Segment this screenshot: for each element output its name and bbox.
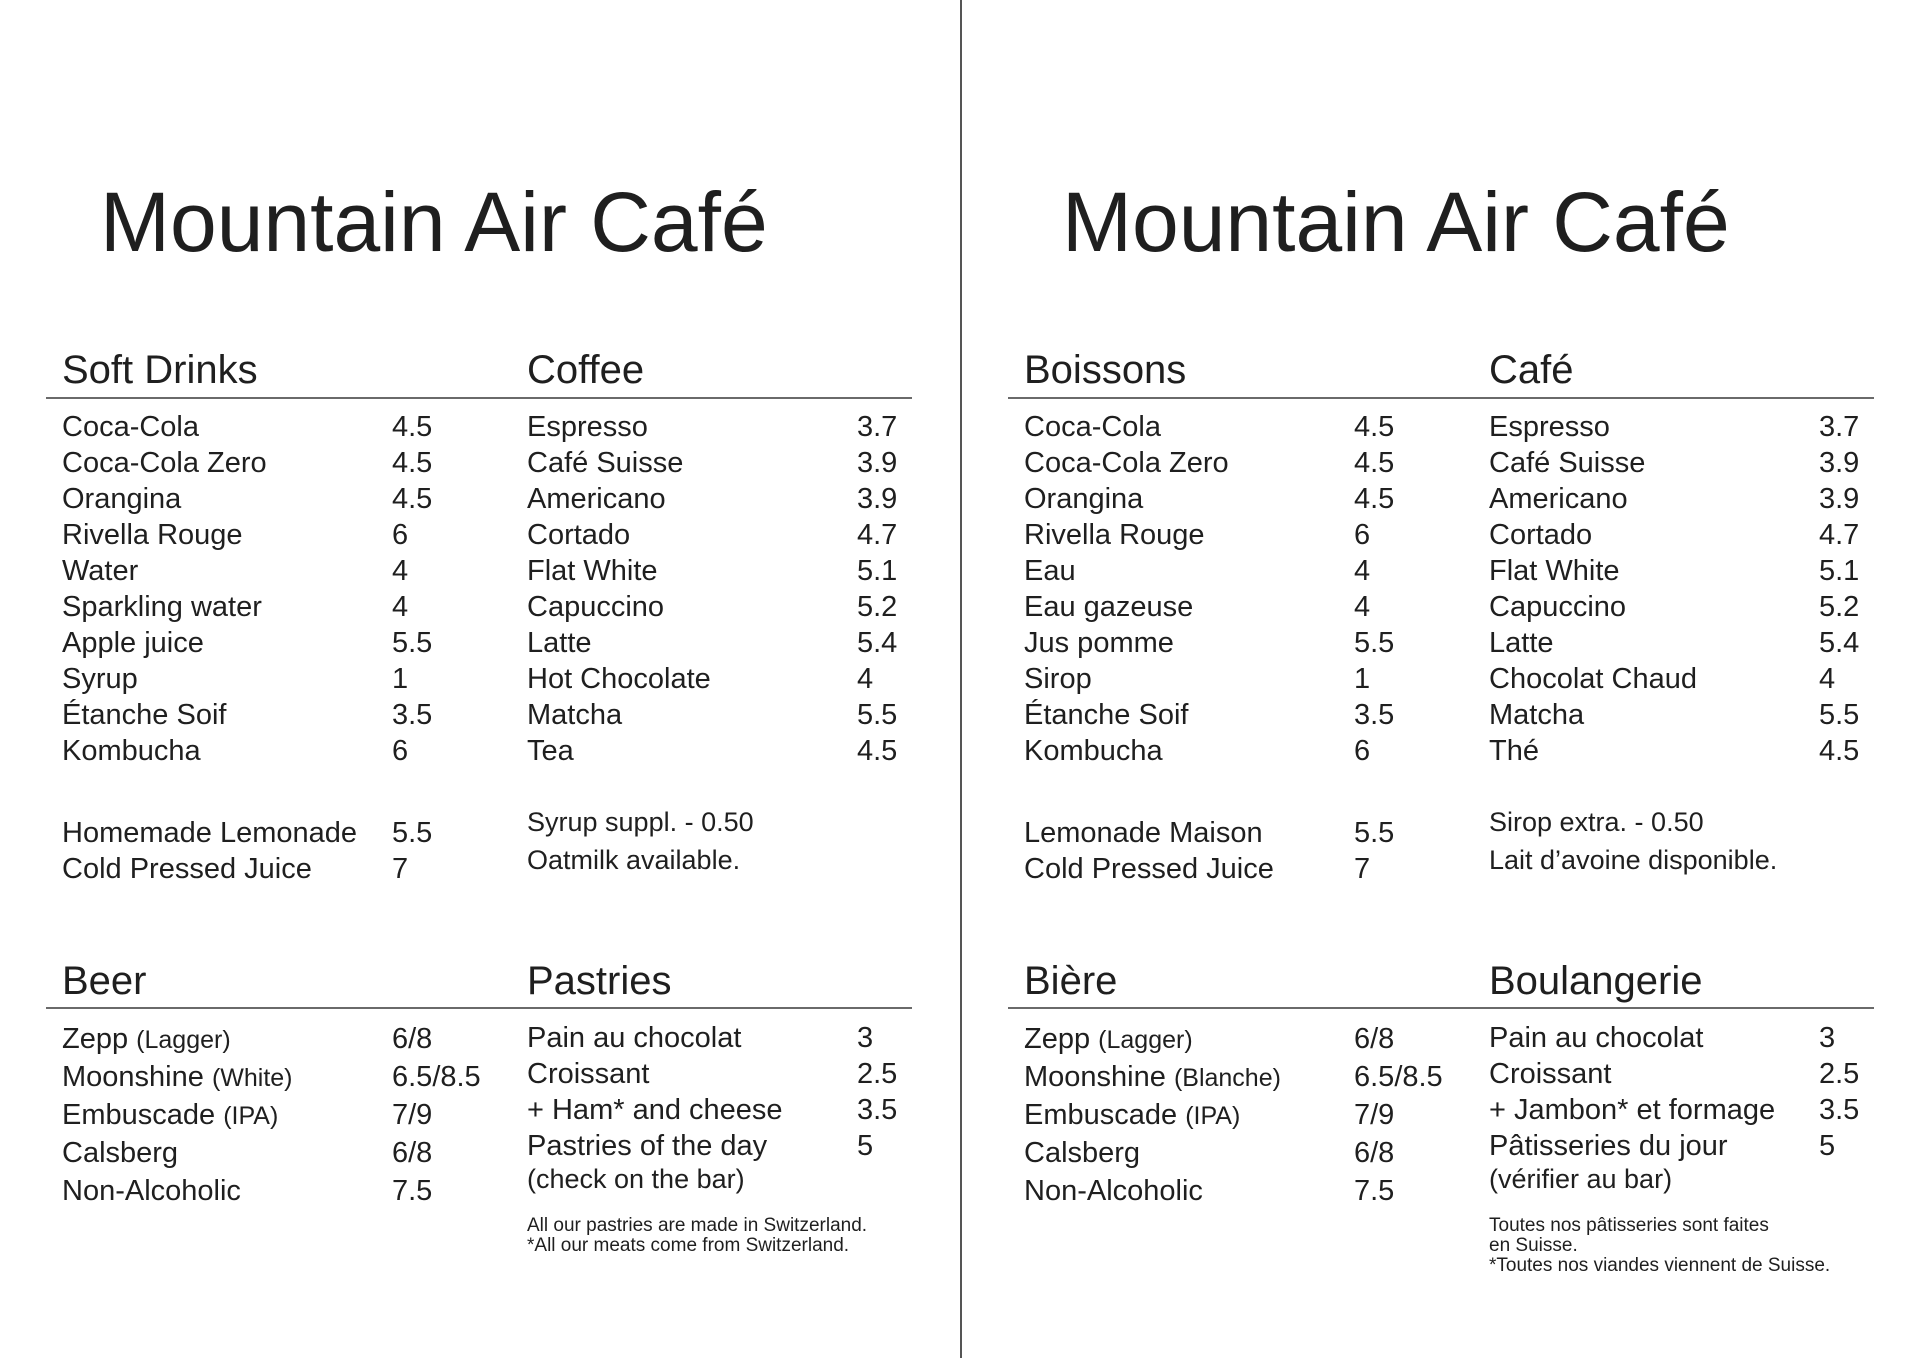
item-price: 3.5 <box>392 699 433 731</box>
item-price: 4.5 <box>1354 447 1395 479</box>
item-name: Moonshine <box>1024 1061 1166 1093</box>
item-price: 5.5 <box>1354 817 1395 849</box>
cafe-title: Mountain Air Café <box>100 175 768 269</box>
item-name: Flat White <box>527 555 658 587</box>
item-price: 1 <box>392 663 409 695</box>
item-name: + Jambon* et formage <box>1489 1094 1776 1126</box>
item-price: 6 <box>1354 519 1371 551</box>
item-name: Flat White <box>1489 555 1620 587</box>
menu-item <box>1024 851 1434 887</box>
item-price: 6/8 <box>1354 1023 1395 1055</box>
cafe-list <box>1489 409 1899 769</box>
item-name: Cold Pressed Juice <box>62 853 312 885</box>
syrup-note: Sirop extra. - 0.50 <box>1489 807 1704 837</box>
menu-page-french <box>962 0 1920 1358</box>
item-name: Hot Chocolate <box>527 663 711 695</box>
footnote: All our pastries are made in Switzerland. *All our meats come from Switzerland. <box>527 1215 868 1256</box>
menu-item <box>62 481 472 517</box>
item-price: 4.5 <box>1354 411 1395 443</box>
item-name: Pain au chocolat <box>1489 1022 1704 1054</box>
menu-item <box>1024 517 1434 553</box>
section-heading: Boulangerie <box>1489 959 1703 1003</box>
menu-item <box>1024 1096 1434 1134</box>
item-price: 3 <box>1819 1022 1836 1054</box>
item-price: 4.5 <box>392 447 433 479</box>
item-price: 3.5 <box>1354 699 1395 731</box>
boissons-extras <box>1024 815 1434 887</box>
boissons-section <box>1024 343 1434 887</box>
item-name: Calsberg <box>1024 1137 1141 1169</box>
item-price: 7/9 <box>392 1099 433 1131</box>
menu-item <box>527 661 937 697</box>
section-heading: Pastries <box>527 959 672 1003</box>
item-price: 3.9 <box>857 447 898 479</box>
item-price: 4 <box>1819 663 1836 695</box>
boulangerie-section <box>1489 954 1899 1276</box>
menu-item <box>1024 661 1434 697</box>
item-style: (Lagger) <box>136 1026 231 1054</box>
item-name: + Ham* and cheese <box>527 1094 783 1126</box>
menu-item <box>62 1172 472 1210</box>
coffee-notes <box>527 803 937 879</box>
item-name: Latte <box>1489 627 1554 659</box>
menu-item <box>1024 1058 1443 1096</box>
pastries-section <box>527 954 937 1256</box>
beer-list <box>62 1020 481 1210</box>
item-name: Étanche Soif <box>1024 699 1189 731</box>
menu-item <box>1489 661 1899 697</box>
item-price: 7 <box>392 853 409 885</box>
menu-item <box>1024 481 1434 517</box>
item-price: 6.5/8.5 <box>392 1061 481 1093</box>
item-price: 7 <box>1354 853 1371 885</box>
menu-item <box>62 589 472 625</box>
item-name: Eau gazeuse <box>1024 591 1194 623</box>
item-price: 4 <box>857 663 874 695</box>
item-style: (Lagger) <box>1098 1026 1193 1054</box>
menu-item <box>62 409 472 445</box>
menu-item <box>62 1096 472 1134</box>
menu-item <box>62 815 472 851</box>
menu-item <box>62 625 472 661</box>
menu-item <box>1489 625 1899 661</box>
item-name: Croissant <box>1489 1058 1612 1090</box>
item-name: Calsberg <box>62 1137 179 1169</box>
item-price: 3.9 <box>1819 447 1860 479</box>
boissons-list <box>1024 409 1434 769</box>
item-price: 4.5 <box>392 483 433 515</box>
item-name: Pâtisseries du jour <box>1489 1130 1728 1162</box>
section-heading: Soft Drinks <box>62 348 258 392</box>
item-name: Chocolat Chaud <box>1489 663 1697 695</box>
menu-item <box>1024 589 1434 625</box>
item-name: Sirop <box>1024 663 1092 695</box>
syrup-note: Syrup suppl. - 0.50 <box>527 807 754 837</box>
item-name: Americano <box>527 483 666 515</box>
coffee-section <box>527 343 937 879</box>
item-price: 6/8 <box>392 1137 433 1169</box>
item-name: Apple juice <box>62 627 204 659</box>
item-price: 6 <box>1354 735 1371 767</box>
menu-item <box>1024 553 1434 589</box>
biere-list <box>1024 1020 1443 1210</box>
cafe-section <box>1489 343 1899 879</box>
oatmilk-note: Lait d’avoine disponible. <box>1489 845 1778 875</box>
boulangerie-list <box>1489 1020 1899 1164</box>
menu-item <box>62 733 472 769</box>
item-name: Pastries of the day <box>527 1130 768 1162</box>
item-price: 3.9 <box>857 483 898 515</box>
item-name: Pain au chocolat <box>527 1022 742 1054</box>
menu-item <box>62 445 472 481</box>
menu-item <box>527 697 937 733</box>
item-name: Café Suisse <box>527 447 684 479</box>
item-price: 5.1 <box>857 555 898 587</box>
spacer <box>62 769 472 803</box>
item-price: 6 <box>392 519 409 551</box>
item-name: Coca-Cola <box>1024 411 1161 443</box>
menu-item <box>62 697 472 733</box>
item-name: Orangina <box>1024 483 1144 515</box>
cafe-notes <box>1489 803 1899 879</box>
menu-item <box>527 1092 937 1128</box>
item-name: Café Suisse <box>1489 447 1646 479</box>
item-name: Orangina <box>62 483 182 515</box>
menu-item <box>527 517 937 553</box>
item-name: Embuscade <box>1024 1099 1178 1131</box>
menu-item <box>1024 815 1434 851</box>
item-price: 4.5 <box>392 411 433 443</box>
item-price: 4.7 <box>857 519 898 551</box>
item-name: Water <box>62 555 139 587</box>
item-name: Syrup <box>62 663 138 695</box>
menu-item <box>1489 409 1899 445</box>
item-name: Embuscade <box>62 1099 216 1131</box>
item-price: 5.5 <box>1354 627 1395 659</box>
soft-drinks-section <box>62 343 472 887</box>
menu-item <box>62 1020 472 1058</box>
item-name: Lemonade Maison <box>1024 817 1263 849</box>
item-price: 6/8 <box>392 1023 433 1055</box>
section-heading: Beer <box>62 959 147 1003</box>
item-name: Coca-Cola <box>62 411 199 443</box>
menu-item <box>62 553 472 589</box>
item-name: Non-Alcoholic <box>1024 1175 1203 1207</box>
menu-item <box>1489 697 1899 733</box>
item-price: 5.5 <box>857 699 898 731</box>
beer-section <box>62 954 481 1210</box>
pastries-subnote: (check on the bar) <box>527 1164 745 1194</box>
item-price: 4.5 <box>857 735 898 767</box>
item-price: 3.5 <box>1819 1094 1860 1126</box>
item-name: Kombucha <box>1024 735 1163 767</box>
item-name: Moonshine <box>62 1061 204 1093</box>
pastries-list <box>527 1020 937 1164</box>
menu-item <box>1489 445 1899 481</box>
coffee-list <box>527 409 937 769</box>
item-price: 5.4 <box>1819 627 1860 659</box>
menu-item <box>527 409 937 445</box>
section-heading: Coffee <box>527 348 645 392</box>
item-name: Zepp <box>1024 1023 1091 1055</box>
menu-item <box>62 851 472 887</box>
menu-item <box>1489 517 1899 553</box>
menu-item <box>527 553 937 589</box>
menu-item <box>527 733 937 769</box>
item-price: 5.2 <box>857 591 898 623</box>
menu-item <box>1489 1092 1899 1128</box>
section-heading: Boissons <box>1024 348 1187 392</box>
item-price: 4.7 <box>1819 519 1860 551</box>
item-price: 1 <box>1354 663 1371 695</box>
item-price: 4 <box>392 591 409 623</box>
menu-item <box>527 445 937 481</box>
menu-item <box>527 1020 937 1056</box>
menu-item <box>1489 1128 1899 1164</box>
menu-item <box>1024 1134 1434 1172</box>
item-name: Zepp <box>62 1023 129 1055</box>
oatmilk-note: Oatmilk available. <box>527 845 741 875</box>
menu-item <box>62 1134 472 1172</box>
menu-item <box>527 589 937 625</box>
item-name: Coca-Cola Zero <box>62 447 267 479</box>
item-price: 6 <box>392 735 409 767</box>
item-name: Non-Alcoholic <box>62 1175 241 1207</box>
item-price: 5 <box>857 1130 874 1162</box>
item-name: Latte <box>527 627 592 659</box>
biere-section <box>1024 954 1443 1210</box>
item-price: 5.5 <box>392 817 433 849</box>
item-price: 3 <box>857 1022 874 1054</box>
item-price: 5.1 <box>1819 555 1860 587</box>
menu-item <box>62 661 472 697</box>
item-price: 7/9 <box>1354 1099 1395 1131</box>
item-style: (IPA) <box>1185 1102 1241 1130</box>
soft-drinks-extras <box>62 815 472 887</box>
menu-item <box>1024 733 1434 769</box>
menu-item <box>1489 1056 1899 1092</box>
item-name: Matcha <box>527 699 623 731</box>
soft-drinks-list <box>62 409 472 769</box>
menu-item <box>1024 625 1434 661</box>
item-name: Kombucha <box>62 735 201 767</box>
menu-item <box>527 481 937 517</box>
menu-item <box>527 625 937 661</box>
item-price: 6.5/8.5 <box>1354 1061 1443 1093</box>
item-price: 4.5 <box>1354 483 1395 515</box>
item-name: Espresso <box>527 411 648 443</box>
section-heading: Bière <box>1024 959 1118 1003</box>
item-price: 5 <box>1819 1130 1836 1162</box>
menu-item <box>1489 481 1899 517</box>
item-name: Étanche Soif <box>62 699 227 731</box>
menu-item <box>1489 1020 1899 1056</box>
item-name: Americano <box>1489 483 1628 515</box>
item-name: Sparkling water <box>62 591 262 623</box>
item-name: Cortado <box>527 519 631 551</box>
item-name: Eau <box>1024 555 1076 587</box>
item-name: Homemade Lemonade <box>62 817 358 849</box>
menu-item <box>527 1056 937 1092</box>
item-name: Cold Pressed Juice <box>1024 853 1274 885</box>
spacer <box>1024 769 1434 803</box>
menu-item <box>527 1128 937 1164</box>
menu-item <box>1024 697 1434 733</box>
item-price: 4 <box>1354 555 1371 587</box>
cafe-title: Mountain Air Café <box>1062 175 1730 269</box>
item-price: 5.4 <box>857 627 898 659</box>
item-price: 3.5 <box>857 1094 898 1126</box>
item-name: Capuccino <box>527 591 665 623</box>
item-name: Rivella Rouge <box>1024 519 1205 551</box>
item-name: Cortado <box>1489 519 1593 551</box>
item-style: (IPA) <box>223 1102 279 1130</box>
item-style: (Blanche) <box>1173 1064 1281 1092</box>
item-name: Coca-Cola Zero <box>1024 447 1229 479</box>
pastries-subnote: (vérifier au bar) <box>1489 1164 1673 1194</box>
item-price: 5.5 <box>392 627 433 659</box>
menu-item <box>1024 445 1434 481</box>
item-price: 7.5 <box>392 1175 433 1207</box>
item-price: 4.5 <box>1819 735 1860 767</box>
item-price: 3.7 <box>1819 411 1860 443</box>
item-name: Rivella Rouge <box>62 519 243 551</box>
footnote: Toutes nos pâtisseries sont faites en Suisse. *Toutes nos viandes viennent de Suisse. <box>1489 1215 1831 1276</box>
item-name: Capuccino <box>1489 591 1627 623</box>
menu-item <box>1489 589 1899 625</box>
menu-item <box>62 517 472 553</box>
menu-item <box>1024 1020 1434 1058</box>
item-price: 3.7 <box>857 411 898 443</box>
item-name: Croissant <box>527 1058 650 1090</box>
item-price: 2.5 <box>857 1058 898 1090</box>
item-price: 4 <box>1354 591 1371 623</box>
item-price: 2.5 <box>1819 1058 1860 1090</box>
item-price: 4 <box>392 555 409 587</box>
menu-item <box>1489 733 1899 769</box>
item-name: Thé <box>1489 735 1539 767</box>
item-name: Tea <box>527 735 574 767</box>
item-price: 7.5 <box>1354 1175 1395 1207</box>
item-style: (White) <box>211 1064 293 1092</box>
menu-item <box>62 1058 481 1096</box>
item-name: Jus pomme <box>1024 627 1174 659</box>
item-name: Matcha <box>1489 699 1585 731</box>
item-price: 5.2 <box>1819 591 1860 623</box>
item-name: Espresso <box>1489 411 1610 443</box>
menu-item <box>1024 409 1434 445</box>
item-price: 6/8 <box>1354 1137 1395 1169</box>
item-price: 3.9 <box>1819 483 1860 515</box>
section-heading: Café <box>1489 348 1574 392</box>
menu-item <box>1024 1172 1434 1210</box>
menu-item <box>1489 553 1899 589</box>
item-price: 5.5 <box>1819 699 1860 731</box>
